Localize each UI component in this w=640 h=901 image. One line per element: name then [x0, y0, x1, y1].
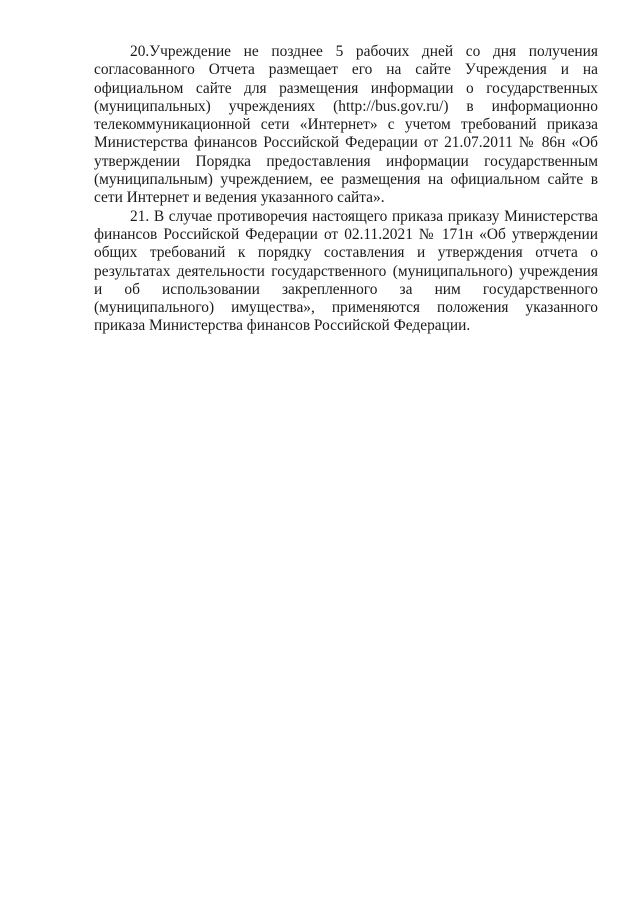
paragraph-20 [94, 43, 598, 208]
paragraph-number: 21. [130, 207, 154, 225]
paragraph-text: Учреждение не позднее 5 рабочих дней со дня получения согласованного Отчета размещает его на сайте Учреждения и на официальном сайте для размещения информации о государственных (муниципальных) учреждениях (http://bus.gov.ru/) в информационно телекоммуникационной сети «Интернет» с учетом требований приказа Министерства финансов Российской Федерации от 21.07.2011 № 86н «Об утверждении Порядка предоставления информации государственным (муниципальным) учреждением, ее размещения на официальном сайте в сети Интернет и ведения указанного сайта». [94, 43, 598, 207]
paragraph-21 [94, 208, 598, 336]
paragraph-text: В случае противоречия настоящего приказа приказу Министерства финансов Российской Федерации от 02.11.2021 № 171н «Об утверждении общих требований к порядку составления и утверждения отчета о результатах деятельности государственного (муниципального) учреждения и об использовании закрепленного за ним государственного (муниципального) имущества», применяются положения указанного приказа Министерства финансов Российской Федерации. [94, 207, 598, 335]
document-body [94, 43, 598, 336]
paragraph-number: 20. [130, 43, 150, 60]
